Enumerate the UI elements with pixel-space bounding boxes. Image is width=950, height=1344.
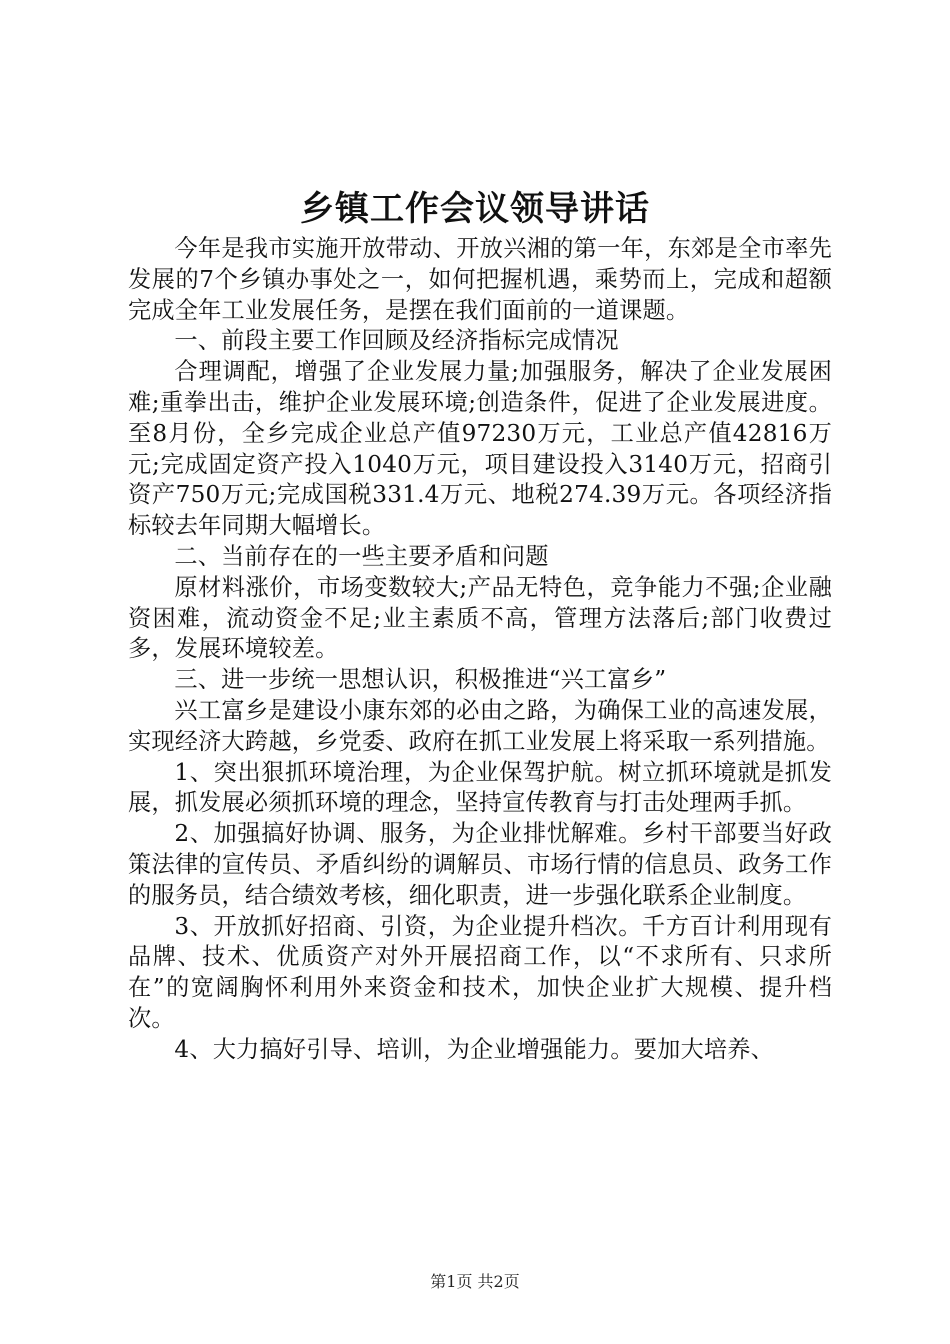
section-heading-2: 二、当前存在的一些主要矛盾和问题 xyxy=(174,542,549,570)
section-heading-3: 三、进一步统一思想认识，积极推进“兴工富乡” xyxy=(174,666,667,694)
paragraph-intro: 今年是我市实施开放带动、开放兴湘的第一年，东郊是全市率先发展的7个乡镇办事处之一，如何把握机遇，乘势而上，完成和超额完成全年工业发展任务，是摆在我们面前的一道课题。 xyxy=(128,235,832,324)
paragraph-problems: 原材料涨价，市场变数较大;产品无特色，竞争能力不强;企业融资困难，流动资金不足;业主素质不高，管理方法落后;部门收费过多，发展环境较差。 xyxy=(128,573,832,663)
paragraph-measure-1: 1、突出狠抓环境治理，为企业保驾护航。树立抓环境就是抓发展，抓发展必须抓环境的理念，坚持宣传教育与打击处理两手抓。 xyxy=(128,758,832,817)
paragraph-measures-intro: 兴工富乡是建设小康东郊的必由之路，为确保工业的高速发展，实现经济大跨越，乡党委、政府在抓工业发展上将采取一系列措施。 xyxy=(128,696,832,755)
paragraph-measure-2: 2、加强搞好协调、服务，为企业排忧解难。乡村干部要当好政策法律的宣传员、矛盾纠纷的调解员、市场行情的信息员、政务工作的服务员，结合绩效考核，细化职责，进一步强化联系企业制度。 xyxy=(128,820,832,909)
paragraph-review: 合理调配，增强了企业发展力量;加强服务，解决了企业发展困难;重拳出击，维护企业发展环境;创造条件，促进了企业发展进度。至8月份，全乡完成企业总产值97230万元，工业总产值42816万元;完成固定资产投入1040万元，项目建设投入3140万元，招商引资产750万元;完成国税331.4万元、地税274.39万元。各项经济指标较去年同期大幅增长。 xyxy=(128,358,832,540)
document-body xyxy=(128,234,832,1066)
paragraph-measure-3: 3、开放抓好招商、引资，为企业提升档次。千方百计利用现有品牌、技术、优质资产对外开展招商工作，以“不求所有、只求所在”的宽阔胸怀利用外来资金和技术，加快企业扩大规模、提升档次。 xyxy=(128,912,832,1032)
page-footer: 第1页 共2页 xyxy=(430,1272,520,1291)
page-title: 乡镇工作会议领导讲话 xyxy=(300,189,650,229)
paragraph-measure-4: 4、大力搞好引导、培训，为企业增强能力。要加大培养、 xyxy=(174,1035,775,1063)
section-heading-1: 一、前段主要工作回顾及经济指标完成情况 xyxy=(174,327,619,355)
